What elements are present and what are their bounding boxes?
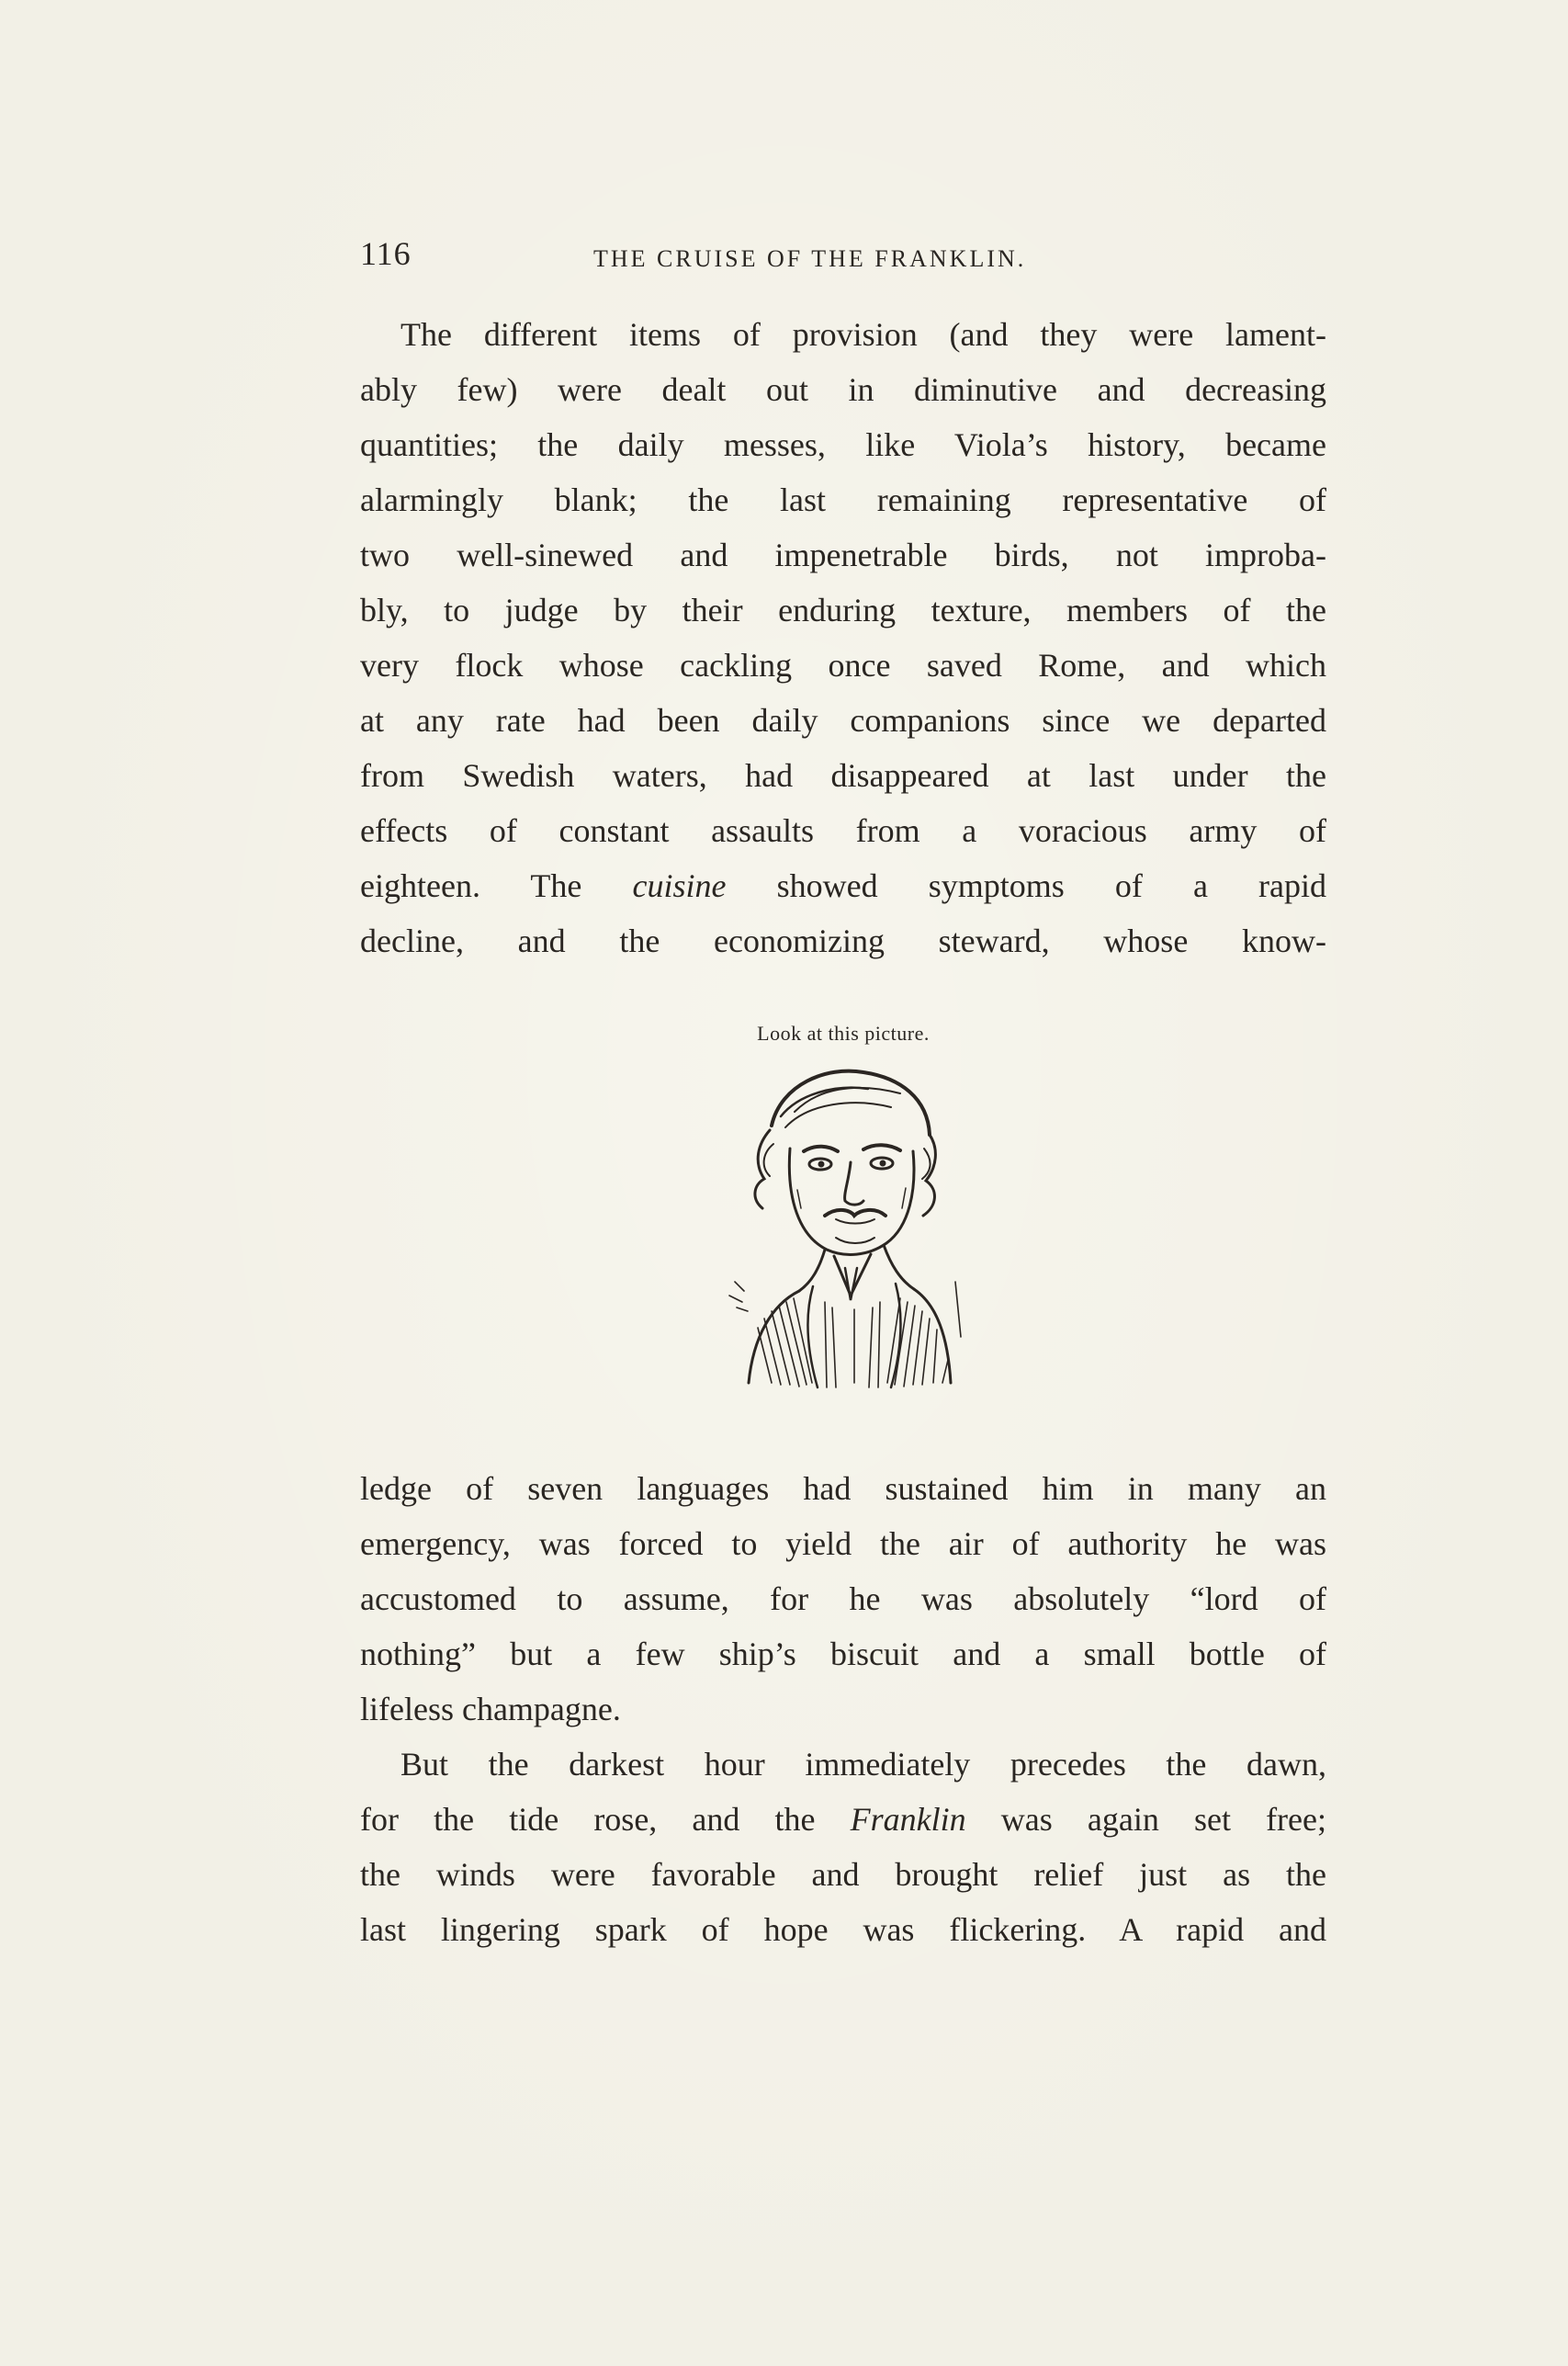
- paragraph-3: [360, 1737, 1326, 1957]
- text-segment: eighteen. The: [360, 867, 633, 904]
- text-line: [360, 1792, 1326, 1847]
- portrait-illustration: [716, 1061, 974, 1392]
- text-line: from Swedish waters, had disappeared at last under the: [360, 757, 1326, 794]
- text-segment: was again set free;: [965, 1801, 1326, 1838]
- text-line: bly, to judge by their enduring texture, members of the: [360, 592, 1326, 628]
- italic-word-franklin: Franklin: [850, 1801, 966, 1838]
- paragraph-1: [360, 307, 1326, 968]
- text-line: [360, 858, 1326, 913]
- running-head: THE CRUISE OF THE FRANKLIN.: [593, 245, 1027, 272]
- text-line: decline, and the economizing steward, whose know-: [360, 923, 1326, 959]
- text-line: alarmingly blank; the last remaining representative of: [360, 481, 1326, 518]
- text-line: effects of constant assaults from a voracious army of: [360, 812, 1326, 849]
- text-line: ably few) were dealt out in diminutive and decreasing: [360, 371, 1326, 408]
- text-line: quantities; the daily messes, like Viola’s history, became: [360, 426, 1326, 463]
- text-line: But the darkest hour immediately precedes the dawn,: [400, 1746, 1326, 1783]
- italic-word-cuisine: cuisine: [632, 867, 727, 904]
- text-line: the winds were favorable and brought relief just as the: [360, 1856, 1326, 1893]
- text-line: very flock whose cackling once saved Rome, and which: [360, 647, 1326, 684]
- text-line: last lingering spark of hope was flickering. A rapid and: [360, 1911, 1326, 1948]
- text-line: at any rate had been daily companions since we departed: [360, 702, 1326, 739]
- text-line: two well-sinewed and impenetrable birds, not improba-: [360, 537, 1326, 573]
- figure-caption: Look at this picture.: [757, 1022, 930, 1045]
- page-header: [360, 234, 1326, 280]
- text-line: lifeless champagne.: [360, 1691, 621, 1727]
- text-line: ledge of seven languages had sustained him in many an: [360, 1470, 1326, 1507]
- paragraph-2: [360, 1461, 1326, 1737]
- text-line: nothing” but a few ship’s biscuit and a small bottle of: [360, 1636, 1326, 1672]
- text-line: emergency, was forced to yield the air of authority he was: [360, 1525, 1326, 1562]
- text-line: The different items of provision (and they were lament-: [400, 316, 1326, 353]
- page-number: 116: [360, 235, 412, 272]
- text-line: accustomed to assume, for he was absolutely “lord of: [360, 1580, 1326, 1617]
- text-segment: for the tide rose, and the: [360, 1801, 851, 1838]
- text-segment: showed symptoms of a rapid: [726, 867, 1326, 904]
